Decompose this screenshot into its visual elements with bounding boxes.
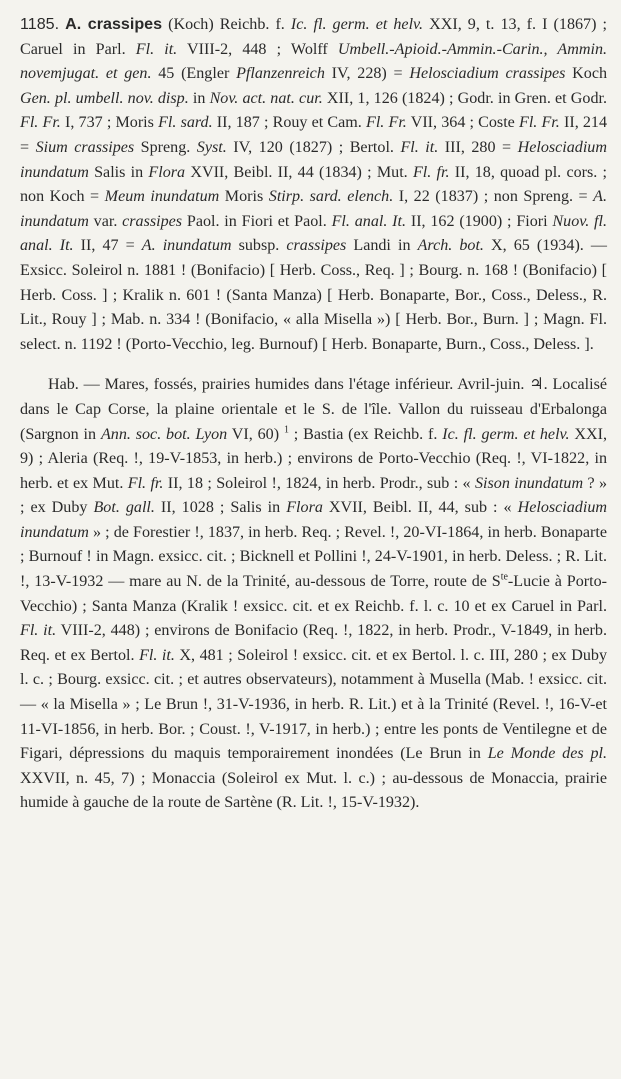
italic-text: Fl. fr. (127, 474, 164, 492)
text-run: Salis in (88, 163, 149, 181)
italic-text: Syst. (196, 138, 227, 156)
text-run: » ; de Forestier !, 1837, in herb. Req. ; Revel. !, 20-VI-1864, in herb. Bonaparte ; Burnouf ! in Magn. exsicc. cit. ; Bicknell et Pollini !, 24-V-1901, in herb. Deless. ; R. Lit. !, 13-V-1932 — mare au N. de la Trinité, au-dessous de Torre, route de S (20, 523, 607, 591)
italic-text: Gen. pl. umbell. nov. disp. (20, 89, 189, 107)
text-run: III, 280 = (438, 138, 518, 156)
italic-text: Bot. gall. (93, 499, 155, 517)
text-run: X, 481 ; Soleirol ! exsicc. cit. et ex Bertol. l. c. III, 280 ; ex Duby l. c. ; Bourg. exsicc. cit. ; et autres observateurs), notamment à Musella (Mab. ! exsicc. cit. — « la Misella » ; Le Brun !, 31-V-1936, in herb. R. Lit.) et à la Trinité (Revel. !, 16-V-et 11-VI-1856, in herb. Bor. ; Coust. !, V-1917, in herb.) ; entre les ponts de Ventilegne et de Figari, dépressions du maquis temporairement inondées (Le Brun in (20, 646, 607, 763)
text-run: XVII, Beibl. II, 44, sub : « (322, 499, 518, 517)
italic-text: Fl. Fr. (518, 114, 560, 132)
italic-text: Fl. it. (400, 138, 439, 156)
text-run: Koch (565, 65, 608, 83)
italic-text: Fl. it. (139, 646, 175, 664)
italic-text: Fl. it. (20, 622, 57, 640)
synonymy-text (20, 16, 607, 353)
italic-text: Fl. anal. It. (331, 212, 407, 230)
italic-text: Le Monde des pl. (487, 745, 607, 763)
italic-text: Fl. Fr. (366, 114, 407, 132)
text-run: VIII-2, 448) ; environs de Bonifacio (Req. !, 1822, in herb. Prodr., V-1849, in herb. Req. et ex Bertol. (20, 622, 607, 664)
text-run: II, 187 ; Rouy et Cam. (212, 114, 366, 132)
habitat-paragraph (20, 373, 607, 816)
italic-text: Umbell.-Apioid.-Ammin.-Carin., Ammin. novemjugat. et gen. (20, 40, 608, 83)
italic-text: Ic. fl. germ. et helv. (290, 16, 424, 33)
text-run: XXI, 9, t. 13, f. I (1867) ; Caruel in Parl. (20, 16, 608, 58)
text-run: IV, 120 (1827) ; Bertol. (226, 138, 401, 156)
italic-text: Pflanzenreich (236, 65, 325, 83)
text-run: Landi in (346, 237, 418, 255)
text-run: var. (88, 212, 123, 230)
italic-text: Meum inundatum (104, 188, 220, 206)
superscript-text: 1 (283, 424, 289, 436)
text-run: VIII-2, 448 ; Wolff (177, 40, 338, 58)
italic-text: Sison inundatum (474, 474, 584, 492)
italic-text: Flora (286, 499, 323, 517)
text-run: -Lucie à Porto-Vecchio) ; Santa Manza (Kralik ! exsicc. cit. et ex Reichb. f. l. c. 10 et ex Caruel in Parl. (20, 573, 607, 615)
text-run: ? » ; ex Duby (20, 474, 607, 517)
italic-text: Fl. fr. (412, 163, 450, 181)
text-run: (Koch) Reichb. f. (162, 16, 291, 33)
text-run: IV, 228) = (324, 65, 410, 83)
text-run: ; Bastia (ex Reichb. f. (288, 425, 443, 443)
text-run: subsp. (231, 237, 287, 255)
text-run: XVII, Beibl. II, 44 (1834) ; Mut. (185, 163, 413, 181)
species-entry (20, 12, 607, 357)
species-name: A. crassipes (65, 15, 163, 33)
italic-text: Helosciadium crassipes (409, 65, 566, 83)
text-run: I, 22 (1837) ; non Spreng. = (393, 188, 594, 206)
italic-text: Fl. it. (135, 40, 178, 58)
text-run: XII, 1, 126 (1824) ; Godr. in Gren. et Godr. (322, 89, 607, 107)
italic-text: Nov. act. nat. cur. (209, 89, 323, 107)
italic-text: Fl. Fr. (20, 114, 61, 132)
text-run: Hab. — Mares, fossés, prairies humides dans l'étage inférieur. Avril-juin. ♃. Localisé dans le Cap Corse, la plaine orientale et le S. de l'île. Vallon du ruisseau d'Erbalonga (Sargnon in (20, 376, 607, 443)
superscript-text: te (500, 571, 508, 583)
text-run: II, 47 = (73, 237, 142, 255)
entry-number: 1185. (20, 15, 60, 33)
italic-text: Sium crassipes (35, 138, 135, 156)
italic-text: crassipes (286, 237, 347, 255)
italic-text: Flora (148, 163, 186, 181)
text-run: II, 214 = (20, 114, 608, 156)
italic-text: Ann. soc. bot. Lyon (100, 425, 228, 443)
italic-text: Fl. sard. (158, 114, 213, 132)
italic-text: Helosciadium inundatum (20, 499, 607, 541)
italic-text: A. inundatum (20, 188, 608, 230)
text-run: Moris (219, 188, 269, 206)
text-run: Paol. in Fiori et Paol. (182, 212, 332, 230)
text-run: XXVII, n. 45, 7) ; Monaccia (Soleirol ex Mut. l. c.) ; au-dessous de Monaccia, prairie humide à gauche de la route de Sartène (R. Lit. !, 15-V-1932). (20, 769, 607, 812)
text-run: XXI, 9) ; Aleria (Req. !, 19-V-1853, in herb.) ; environs de Porto-Vecchio (Req. !, VI-1822, in herb. et ex Mut. (20, 425, 608, 492)
italic-text: Nuov. fl. anal. It. (20, 212, 607, 255)
text-run: Spreng. (134, 138, 197, 156)
text-run: X, 65 (1934). — Exsicc. Soleirol n. 1881 ! (Bonifacio) [ Herb. Coss., Req. ] ; Bourg. n. 168 ! (Bonifacio) [ Herb. Coss. ] ; Kralik n. 601 ! (Santa Manza) [ Herb. Bonaparte, Bor., Coss., Deless., R. Lit., Rouy ] ; Mab. n. 334 ! (Bonifacio, « alla Misella ») [ Herb. Bor., Burn. ] ; Magn. Fl. select. n. 1192 ! (Porto-Vecchio, leg. Burnouf) [ Herb. Bonaparte, Burn., Coss., Deless. ]. (20, 237, 607, 353)
text-run: I, 737 ; Moris (60, 114, 159, 132)
italic-text: Arch. bot. (417, 237, 484, 255)
italic-text: A. inundatum (141, 237, 232, 255)
text-run: II, 1028 ; Salis in (154, 499, 287, 517)
italic-text: Ic. fl. germ. et helv. (442, 425, 570, 443)
italic-text: crassipes (122, 212, 183, 230)
text-run: II, 18, quoad pl. cors. ; non Koch = (20, 163, 607, 206)
text-run: VI, 60) (227, 425, 284, 443)
italic-text: Stirp. sard. elench. (268, 188, 394, 206)
text-run: 45 (Engler (151, 65, 237, 83)
text-run: II, 162 (1900) ; Fiori (406, 212, 553, 230)
italic-text: Helosciadium inundatum (20, 138, 607, 181)
text-run: VII, 364 ; Coste (406, 114, 519, 132)
text-run: II, 18 ; Soleirol !, 1824, in herb. Prodr., sub : « (163, 474, 475, 492)
text-run: in (188, 89, 210, 107)
